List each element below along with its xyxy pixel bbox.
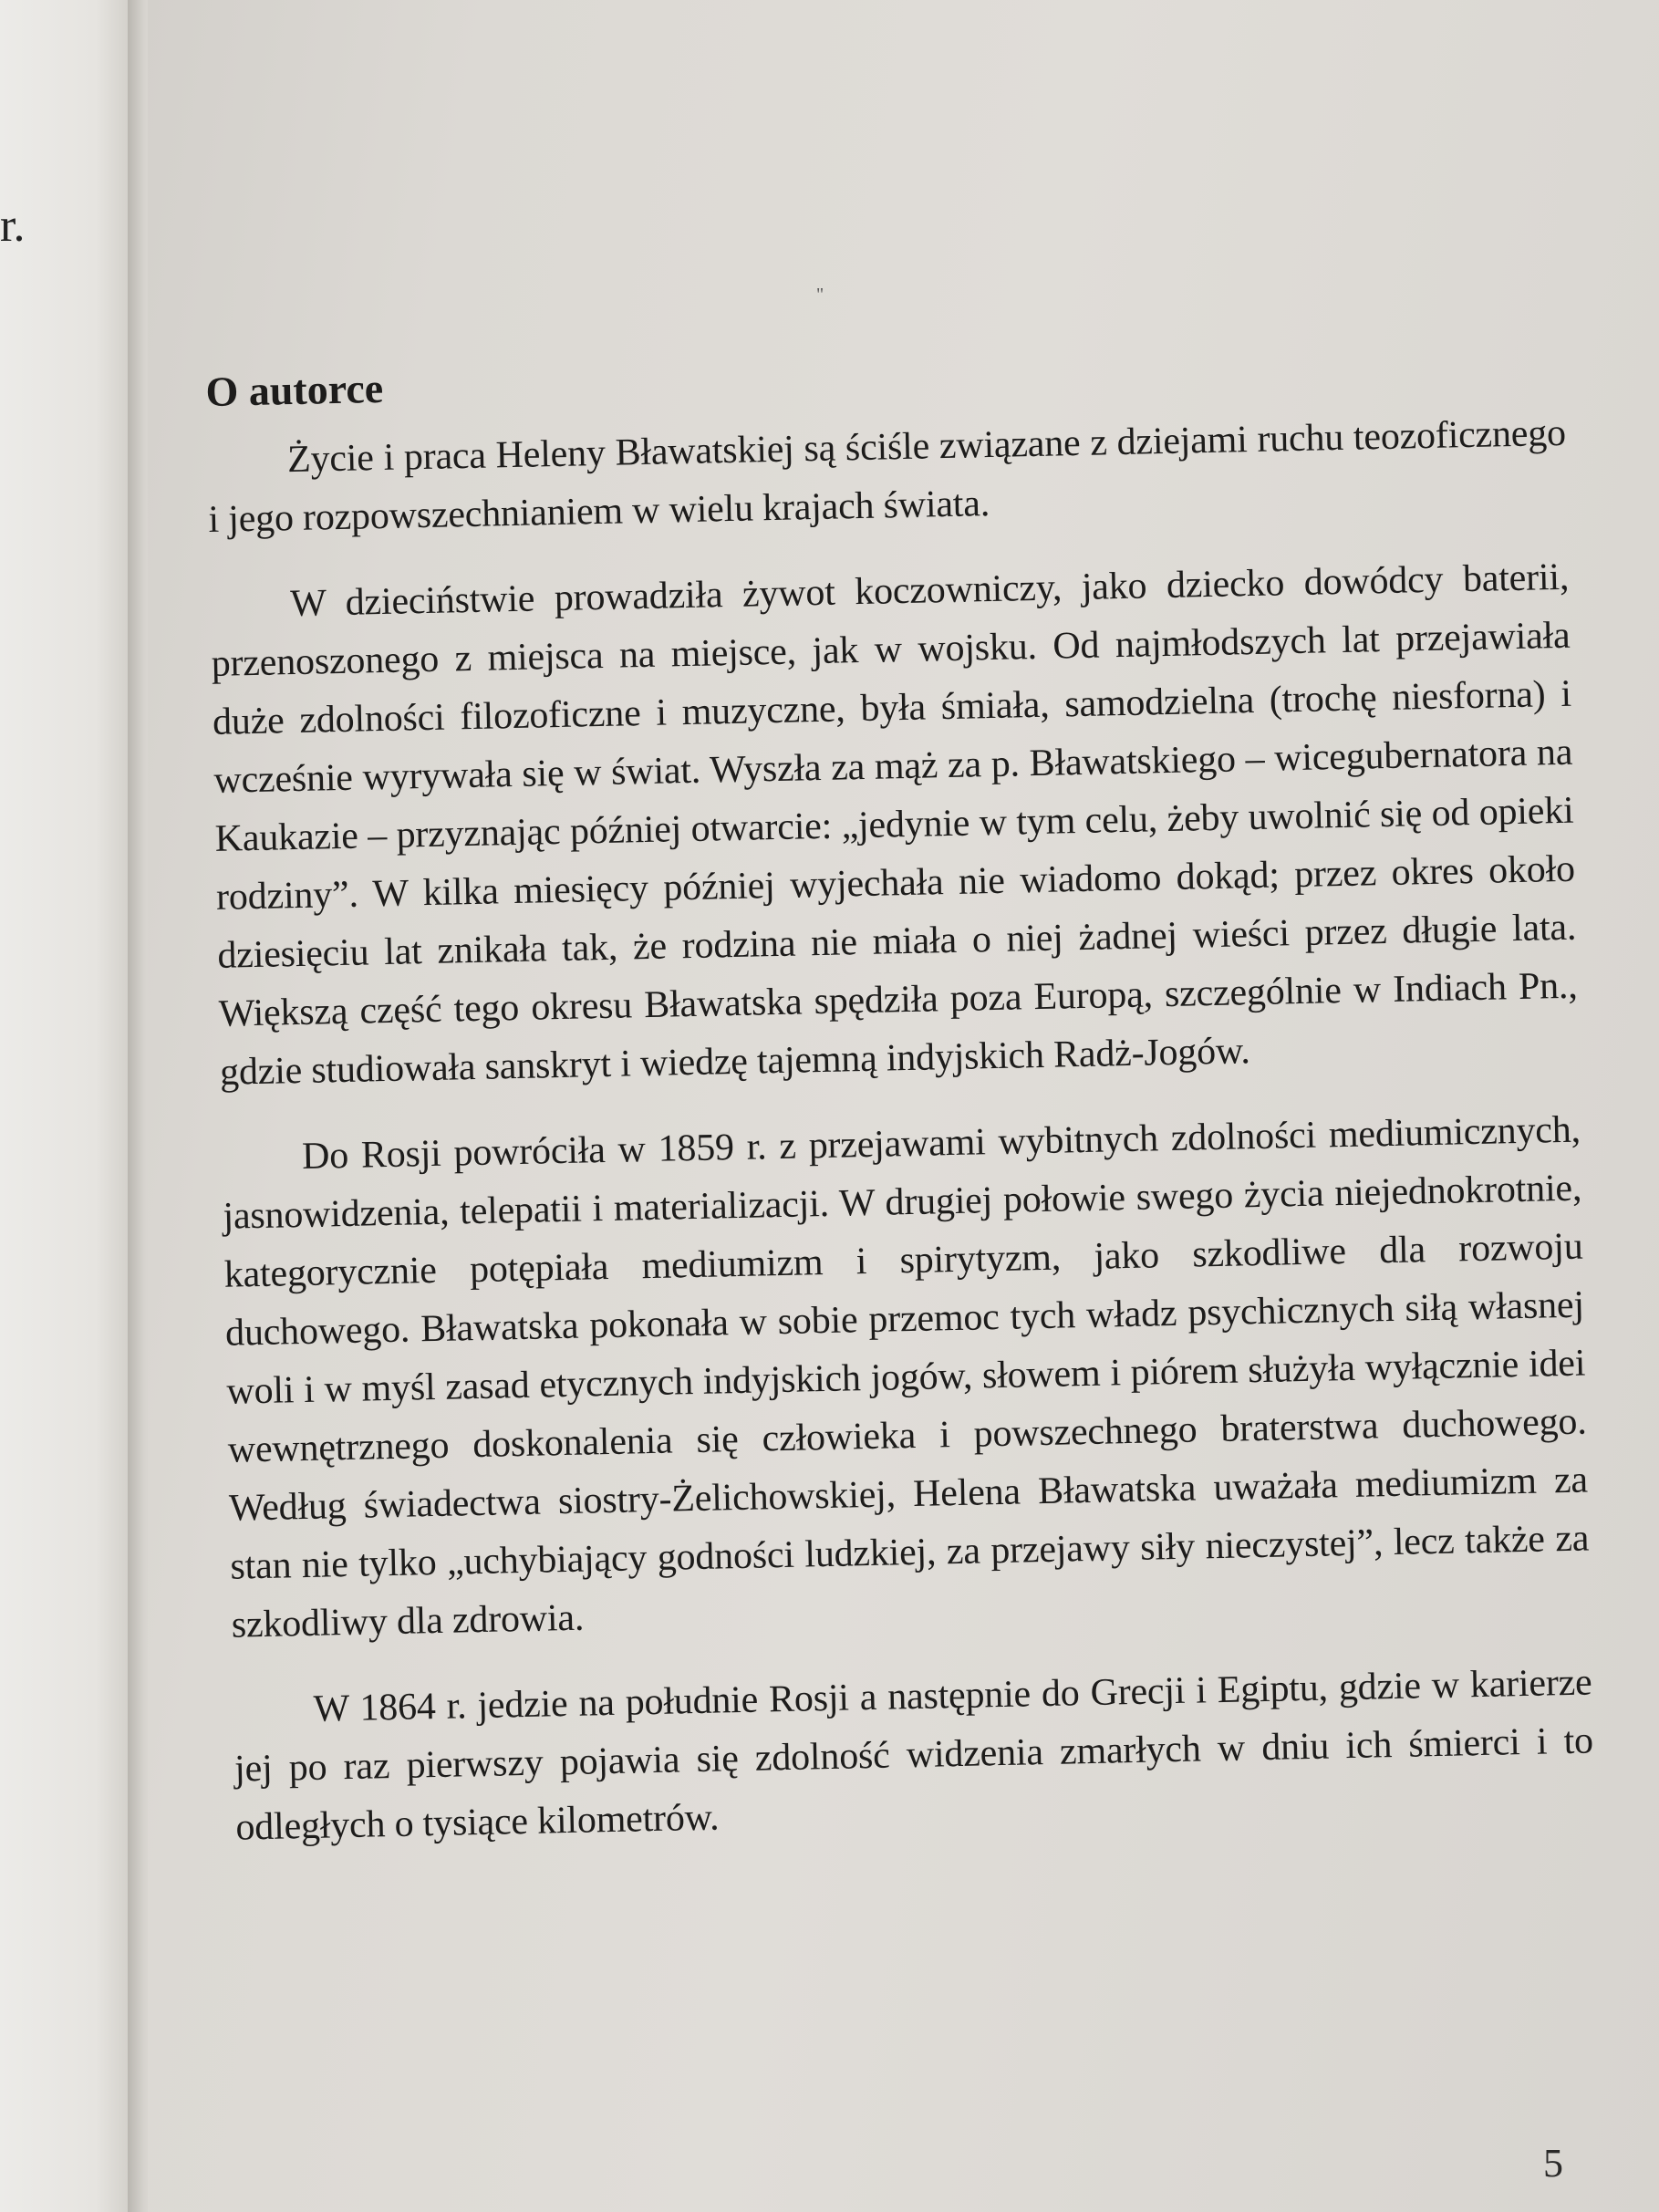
page-content [205, 341, 1595, 1884]
paragraph: Życie i praca Heleny Bławatskiej są ściśle związane z dziejami ruchu teozoficznego i jego rozpowszechnianiem w wielu krajach świata. [207, 411, 1567, 541]
left-page-fragment: r. [0, 200, 26, 252]
paragraph: Do Rosji powróciła w 1859 r. z przejawami wybitnych zdolności mediumicznych, jasnowidzenia, telepatii i materializacji. W drugiej połowie swego życia niejednokrotnie, kategorycznie potępiała mediumizm i spirytyzm, jako szkodliwe dla rozwoju duchowego. Bławatska pokonała w sobie przemoc tych władz psychicznych siłą własnej woli i w myśl zasad etycznych indyjskich jogów, słowem i piórem służyła wyłącznie idei wewnętrznego doskonalenia się człowieka i powszechnego braterstwa duchowego. Według świadectwa siostry-Żelichowskiej, Helena Bławatska uważała mediumizm za stan nie tylko „uchybiający godności ludzkiej, za przejawy siły nieczystej”, lecz także za szkodliwy dla zdrowia. [222, 1108, 1590, 1646]
left-page-edge [0, 0, 137, 2212]
section-heading: O autorce [204, 364, 384, 415]
page-number: 5 [1543, 2141, 1563, 2186]
page-speck: " [816, 285, 824, 305]
paragraph: W dzieciństwie prowadziła żywot koczowniczy, jako dziecko dowódcy baterii, przenoszonego z miejsca na miejsce, jak w wojsku. Od najmłodszych lat przejawiała duże zdolności filozoficzne i muzyczne, była śmiała, samodzielna (trochę niesforna) i wcześnie wyrywała się w świat. Wyszła za mąż za p. Bławatskiego – wicegubernatora na Kaukazie – przyznając później otwarcie: „jedynie w tym celu, żeby uwolnić się od opieki rodziny”. W kilka miesięcy później wyjechała nie wiadomo dokąd; przez okres około dziesięciu lat znikała tak, że rodzina nie miała o niej żadnej wieści przez długie lata. Większą część tego okresu Bławatska spędziła poza Europą, szczególnie w Indiach Pn., gdzie studiowała sanskryt i wiedzę tajemną indyjskich Radż-Jogów. [211, 556, 1578, 1094]
paragraph: W 1864 r. jedzie na południe Rosji a następnie do Grecji i Egiptu, gdzie w karierze jej po raz pierwszy pojawia się zdolność widzenia zmarłych w dniu ich śmierci i to odległych o tysiące kilometrów. [233, 1661, 1594, 1849]
